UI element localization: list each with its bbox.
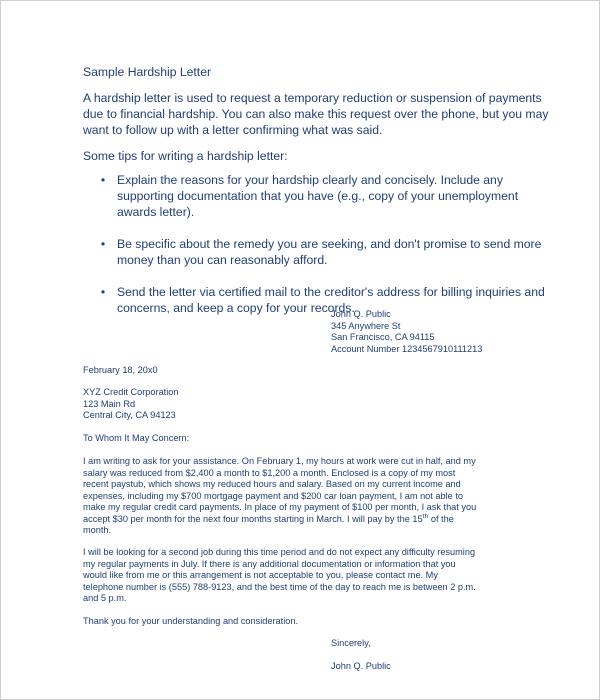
- hardship-guide: [83, 65, 553, 316]
- sender-address: [331, 309, 551, 355]
- ordinal-suffix: th: [422, 512, 429, 520]
- body-paragraph-2: [83, 547, 510, 605]
- sender-city: San Francisco, CA 94115: [331, 332, 435, 342]
- paragraph-line: I will be looking for a second job during this time period and do not expect any difficulty resuming: [83, 547, 476, 557]
- bullet-icon: •: [100, 237, 106, 251]
- paragraph-line: expenses, including my $700 mortgage payment and $200 car loan payment, I am not able to: [83, 490, 463, 501]
- letter-date: February 18, 20x0: [83, 365, 158, 375]
- tip-text: Be specific about the remedy you are seeking, and don't promise to send more money than you can reasonably afford.: [117, 237, 542, 267]
- recipient-street: 123 Main Rd: [83, 398, 136, 409]
- paragraph-line: would like from me or this arrangement is not acceptable to you, please contact me. My: [83, 570, 438, 580]
- tips-list: [83, 172, 553, 316]
- tip-item: [83, 172, 553, 220]
- paragraph-text: of the: [428, 513, 454, 524]
- signature-name: John Q. Public: [331, 661, 391, 671]
- closing: Sincerely,: [331, 638, 371, 648]
- tip-text: Explain the reasons for your hardship clearly and concisely. Include any supporting documentation that you have (e.g., copy of your unemployment awards letter).: [117, 173, 519, 219]
- salutation: To Whom It May Concern:: [83, 433, 190, 443]
- paragraph-line: salary was reduced from $2,400 a month to $1,200 a month. Enclosed is a copy of my most: [83, 467, 456, 478]
- paragraph-line: recent paystub, which shows my reduced hours and salary. Based on my current income and: [83, 479, 461, 489]
- bullet-icon: •: [100, 285, 106, 299]
- tip-text: Send the letter via certified mail to the creditor's address for billing inquiries and concerns, and keep a copy for your records.: [117, 285, 545, 315]
- page-title: Sample Hardship Letter: [83, 65, 212, 79]
- recipient-address: [83, 387, 283, 422]
- body-paragraph-1: [83, 456, 510, 537]
- paragraph-line: I am writing to ask for your assistance. On February 1, my hours at work were cut in half, and my: [83, 456, 476, 466]
- thank-you-line: Thank you for your understanding and consideration.: [83, 616, 299, 626]
- paragraph-line: month.: [83, 525, 112, 535]
- paragraph-line-with-ordinal: [83, 514, 510, 526]
- account-number: Account Number 1234567910111213: [331, 343, 483, 354]
- bullet-icon: •: [100, 173, 106, 187]
- intro-paragraph: A hardship letter is used to request a temporary reduction or suspension of payments due to financial hardship. You can also make this request over the phone, but you may want to follow up with a letter confirming what was said.: [83, 91, 549, 137]
- paragraph-line: make my regular credit card payments. In place of my payment of $100 per month, I ask that you: [83, 502, 477, 512]
- paragraph-line: and 5 p.m.: [83, 593, 127, 603]
- paragraph-line: telephone number is (555) 788-9123, and the best time of the day to reach me is between 2 p.m.: [83, 581, 476, 592]
- paragraph-text: accept $30 per month for the next four months starting in March. I will pay by the 15: [83, 513, 423, 524]
- tips-heading: Some tips for writing a hardship letter:: [83, 149, 288, 163]
- recipient-city: Central City, CA 94123: [83, 410, 176, 420]
- paragraph-line: my regular payments in July. If there is any additional documentation or information that you: [83, 558, 456, 569]
- sender-name: John Q. Public: [331, 309, 391, 319]
- tip-item: [83, 236, 553, 268]
- recipient-company: XYZ Credit Corporation: [83, 387, 179, 397]
- sender-street: 345 Anywhere St: [331, 320, 401, 331]
